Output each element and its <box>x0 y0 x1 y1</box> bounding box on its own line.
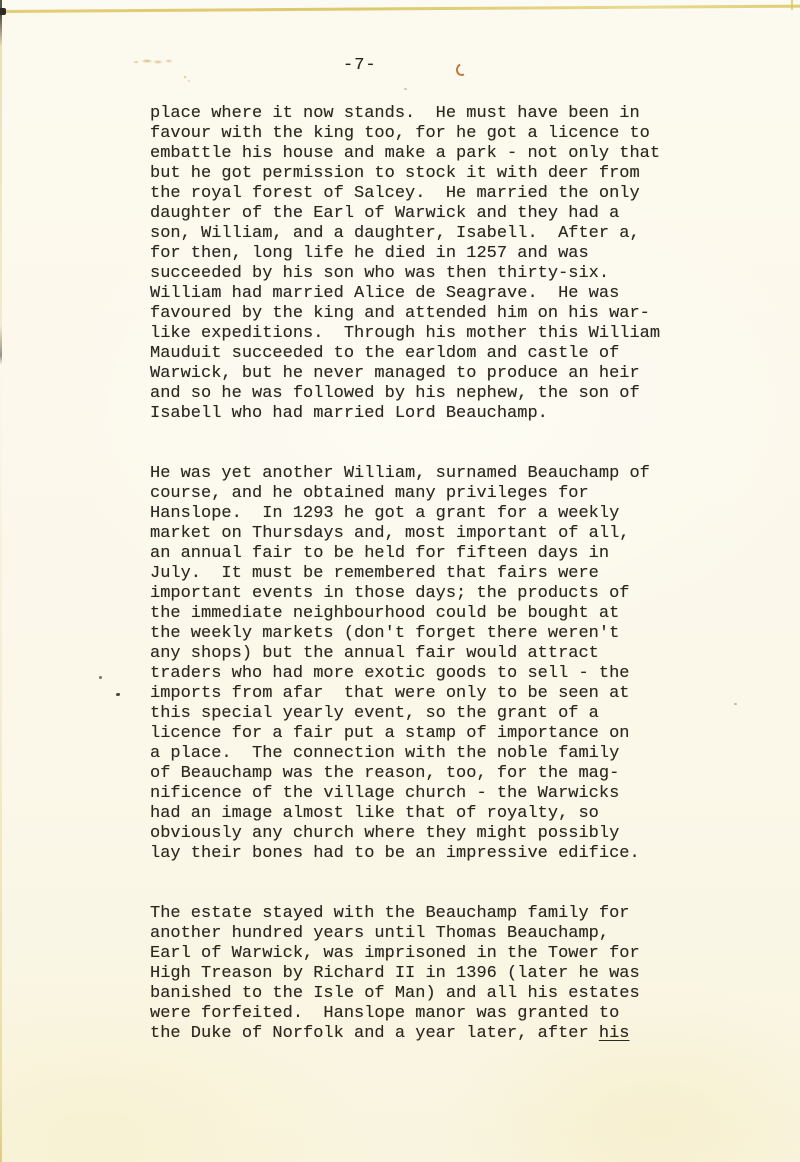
text-line: High Treason by Richard II in 1396 (later he was <box>150 964 640 983</box>
text-line: daughter of the Earl of Warwick and they had a <box>150 204 620 223</box>
text-line: favoured by the king and attended him on his war- <box>150 304 650 323</box>
text-line: the weekly markets (don't forget there weren't <box>150 624 620 643</box>
text-line: and so he was followed by his nephew, the son of <box>150 384 640 403</box>
text-line: Warwick, but he never managed to produce an heir <box>150 364 640 383</box>
scan-smudge <box>132 59 174 64</box>
text-line: William had married Alice de Seagrave. He was <box>150 284 620 303</box>
text-line: July. It must be remembered that fairs were <box>150 564 599 583</box>
sepia-pen-mark <box>454 61 470 77</box>
text-line: lay their bones had to be an impressive edifice. <box>150 844 640 863</box>
text-line <box>150 1024 750 1044</box>
text-line: another hundred years until Thomas Beauchamp, <box>150 924 610 943</box>
text-line: Isabell who had married Lord Beauchamp. <box>150 404 548 423</box>
text-line: market on Thursdays and, most important of all, <box>150 524 630 543</box>
text-line: this special yearly event, so the grant of a <box>150 704 599 723</box>
text-line: Earl of Warwick, was imprisoned in the Tower for <box>150 944 640 963</box>
text-line: any shops) but the annual fair would attract <box>150 644 599 663</box>
page-number: -7- <box>343 56 377 75</box>
text-line-prefix: the Duke of Norfolk and a year later, after <box>150 1024 599 1043</box>
text-line: important events in those days; the products of <box>150 584 630 603</box>
ink-speck <box>404 88 407 90</box>
text-line: embattle his house and make a park - not only that <box>150 144 661 163</box>
text-line: licence for a fair put a stamp of importance on <box>150 724 630 743</box>
ink-speck <box>116 693 120 696</box>
text-line: Mauduit succeeded to the earldom and castle of <box>150 344 620 363</box>
text-line: like expeditions. Through his mother this William <box>150 324 661 343</box>
paper-left-edge-line <box>0 0 2 1162</box>
text-line: had an image almost like that of royalty, so <box>150 804 599 823</box>
text-line: for then, long life he died in 1257 and was <box>150 244 589 263</box>
text-line: a place. The connection with the noble family <box>150 744 620 763</box>
text-line: an annual fair to be held for fifteen days in <box>150 544 610 563</box>
text-line: banished to the Isle of Man) and all his estates <box>150 984 640 1003</box>
text-line: imports from afar that were only to be seen at <box>150 684 630 703</box>
text-line: traders who had more exotic goods to sell - the <box>150 664 630 683</box>
underlined-word: his <box>598 1024 630 1043</box>
text-line: course, and he obtained many privileges for <box>150 484 589 503</box>
paper-right-edge-nick <box>791 0 793 10</box>
text-line: were forfeited. Hanslope manor was granted to <box>150 1004 620 1023</box>
text-line: nificence of the village church - the Warwicks <box>150 784 620 803</box>
typed-text-block <box>150 104 750 1044</box>
text-line: the royal forest of Salcey. He married the only <box>150 184 640 203</box>
text-line: obviously any church where they might possibly <box>150 824 620 843</box>
text-line: Hanslope. In 1293 he got a grant for a weekly <box>150 504 620 523</box>
text-line: of Beauchamp was the reason, too, for the mag- <box>150 764 620 783</box>
ink-speck <box>99 676 102 679</box>
paragraph-1 <box>150 104 750 424</box>
text-line: He was yet another William, surnamed Beauchamp of <box>150 464 650 483</box>
text-line: place where it now stands. He must have been in <box>150 104 640 123</box>
text-line: The estate stayed with the Beauchamp family for <box>150 904 630 923</box>
text-line: succeeded by his son who was then thirty-six. <box>150 264 610 283</box>
scan-corner-mark <box>0 8 6 15</box>
paragraph-2 <box>150 464 750 864</box>
paragraph-3 <box>150 904 750 1044</box>
scan-dot-cluster <box>182 74 192 84</box>
text-line: the immediate neighbourhood could be bought at <box>150 604 620 623</box>
text-line: son, William, and a daughter, Isabell. After a, <box>150 224 640 243</box>
text-line: but he got permission to stock it with deer from <box>150 164 640 183</box>
text-line: favour with the king too, for he got a licence to <box>150 124 650 143</box>
